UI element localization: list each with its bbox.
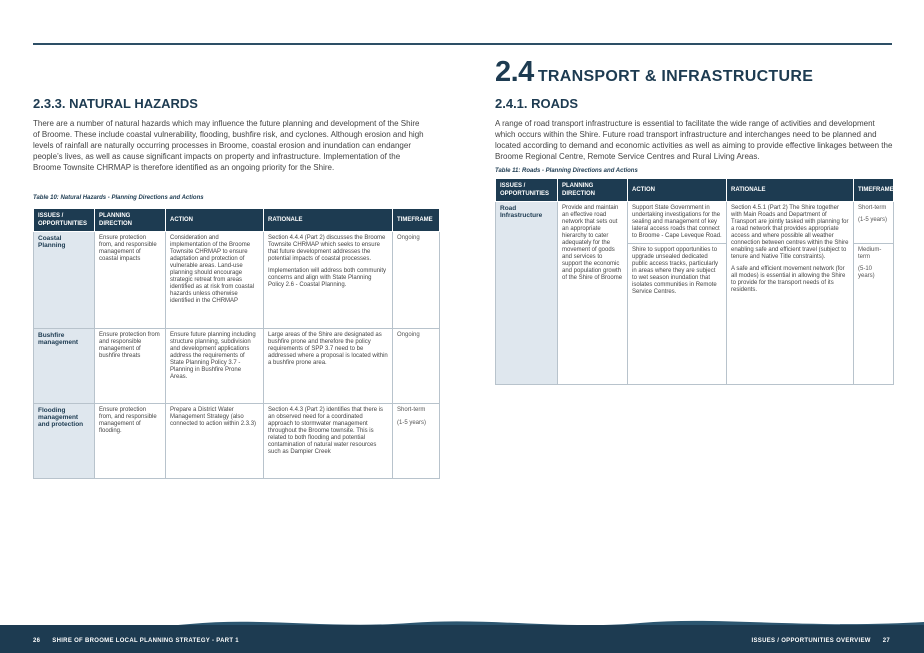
table-row — [34, 329, 440, 404]
col-header-timeframe: TIMEFRAME — [393, 209, 440, 232]
natural-hazards-table — [33, 208, 440, 479]
issue-cell: Coastal Planning — [34, 232, 95, 329]
timeframe-cell — [854, 202, 894, 244]
footer-section-title: ISSUES / OPPORTUNITIES OVERVIEW — [751, 638, 871, 644]
rationale-cell — [264, 232, 393, 329]
action-cell: Shire to support opportunities to upgrade unsealed dedicated public access tracks, particularly in areas where they are subject to wet season inundation that isolates communities in Remote Service Centres. — [628, 244, 727, 385]
col-header-rationale: RATIONALE — [264, 209, 393, 232]
timeframe-text: Short-term — [858, 205, 887, 211]
action-cell: Ensure future planning including structure planning, subdivision and development applications address the requirements of State Planning Policy 3.7 - Planning in Bushfire Prone Areas. — [166, 329, 264, 404]
section-title-roads: 2.4.1. ROADS — [495, 96, 579, 111]
table-header-row — [34, 209, 440, 232]
footer-right — [752, 638, 891, 644]
rationale-cell: Section 4.4.3 (Part 2) identifies that there is an observed need for a coordinated approach to stormwater management throughout the Broome townsite. This is related to both flooding and potential contamination of natural water resources such as Dampier Creek — [264, 404, 393, 479]
chapter-title — [495, 56, 813, 89]
timeframe-cell: Ongoing — [393, 329, 440, 404]
timeframe-years: (1-5 years) — [858, 217, 888, 223]
timeframe-years: (5-10 years) — [858, 266, 875, 279]
timeframe-cell — [393, 404, 440, 479]
direction-cell: Ensure protection from, and responsible management of coastal impacts — [95, 232, 166, 329]
table-row — [34, 232, 440, 329]
action-cell: Consideration and implementation of the Broome Townsite CHRMAP to ensure adaptation and protection of vulnerable areas. Land-use planning should encourage strategic retreat from areas identified as at risk from coastal hazards unless otherwise identified in the CHRMAP — [166, 232, 264, 329]
table-10-caption: Table 10: Natural Hazards - Planning Directions and Actions — [33, 195, 204, 201]
timeframe-text: Short-term — [397, 407, 426, 413]
direction-cell: Ensure protection from and responsible management of bushfire threats — [95, 329, 166, 404]
rationale-text: Implementation will address both community concerns and align with State Planning Policy 2.6 - Coastal Planning. — [268, 268, 387, 288]
col-header-direction: PLANNING DIRECTION — [95, 209, 166, 232]
rationale-cell — [727, 202, 854, 385]
roads-table — [495, 178, 894, 385]
section-title-natural-hazards: 2.3.3. NATURAL HAZARDS — [33, 96, 198, 111]
roads-paragraph: A range of road transport infrastructure is essential to facilitate the wide range of activities and development which occurs within the Shire. Future road transport infrastructure and interchanges need to be planned and located according to demand and economic activities as well as aiming to provide effective linkages between the Broome Regional Centre, Remote Service Centres and Rural Living Areas. — [495, 119, 893, 161]
top-rule — [33, 43, 892, 45]
direction-cell: Provide and maintain an effective road network that sets out an appropriate hierarchy to cater adequately for the movement of goods and services to support the economic and population growth of the Shire of Broome — [558, 202, 628, 385]
footer-document-title: SHIRE OF BROOME LOCAL PLANNING STRATEGY - PART 1 — [52, 638, 239, 644]
issue-cell: Flooding management and protection — [34, 404, 95, 479]
table-11-caption: Table 11: Roads - Planning Directions and Actions — [495, 168, 638, 174]
chapter-heading: TRANSPORT & INFRASTRUCTURE — [537, 68, 814, 85]
chapter-number: 2.4 — [495, 56, 534, 88]
col-header-direction: PLANNING DIRECTION — [558, 179, 628, 202]
timeframe-cell — [854, 244, 894, 385]
col-header-action: ACTION — [628, 179, 727, 202]
col-header-issues: ISSUES / OPPORTUNITIES — [34, 209, 95, 232]
col-header-action: ACTION — [166, 209, 264, 232]
direction-cell: Ensure protection from, and responsible management of flooding. — [95, 404, 166, 479]
timeframe-years: (1-5 years) — [397, 420, 427, 426]
issue-cell: Road Infrastructure — [496, 202, 558, 385]
rationale-text: A safe and efficient movement network (for all modes) is essential in allowing the Shire to provide for the transport needs of its residents. — [731, 266, 846, 293]
table-row — [34, 404, 440, 479]
col-header-timeframe: TIMEFRAME — [854, 179, 894, 202]
right-page-number: 27 — [882, 638, 890, 644]
action-cell: Support State Government in undertaking investigations for the sealing and management of key lateral access roads that connect to Broome - Cape Leveque Road. — [628, 202, 727, 244]
col-header-issues: ISSUES / OPPORTUNITIES — [496, 179, 558, 202]
timeframe-cell: Ongoing — [393, 232, 440, 329]
table-header-row — [496, 179, 894, 202]
rationale-cell: Large areas of the Shire are designated as bushfire prone and therefore the policy requirements of SPP 3.7 need to be addressed where a proposal is located within a bushfire prone area. — [264, 329, 393, 404]
left-page-number: 26 — [33, 638, 41, 644]
action-cell: Prepare a District Water Management Strategy (also connected to action within 2.3.3) — [166, 404, 264, 479]
timeframe-text: Medium-term — [858, 247, 882, 260]
issue-cell: Bushfire management — [34, 329, 95, 404]
rationale-text: Section 4.5.1 (Part 2) The Shire together with Main Roads and Department of Transport are jointly tasked with planning for a road network that provides appropriate access and where possible all weather connection between centres within the Shire enabling safe and efficient travel (subject to tenure and Native Title constraints). — [731, 205, 849, 260]
col-header-rationale: RATIONALE — [727, 179, 854, 202]
table-row — [496, 202, 894, 244]
footer-left — [33, 638, 239, 644]
rationale-text: Section 4.4.4 (Part 2) discusses the Broome Townsite CHRMAP which seeks to ensure that future development addresses the potential impacts of coastal processes. — [268, 235, 386, 262]
natural-hazards-paragraph: There are a number of natural hazards which may influence the future planning and development of the Shire of Broome. These include coastal vulnerability, flooding, bushfire risk, and cyclones. Although erosion and high levels of rainfall are naturally occurring processes in Broome, coastal erosion and inundation can endanger people’s lives, as well as cause significant impacts on property and infrastructure. Implementation of the Broome Townsite CHRMAP is therefore identified as an ongoing priority for the Shire. — [33, 119, 424, 172]
